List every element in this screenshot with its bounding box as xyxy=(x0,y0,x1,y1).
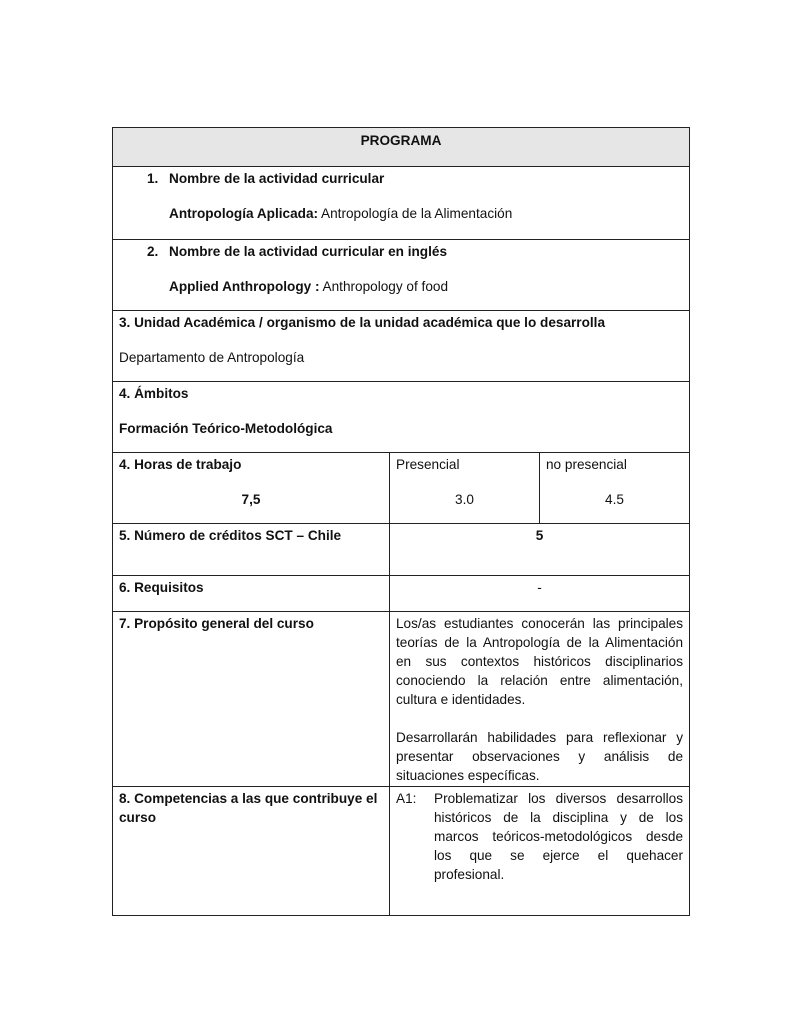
purpose-paragraph-2: Desarrollarán habilidades para reflexionar y presentar observaciones y análisis de situaciones específicas. xyxy=(396,730,684,783)
section-2-number: 2. xyxy=(147,244,159,259)
no-presencial-value: 4.5 xyxy=(605,492,624,507)
competencies-cell xyxy=(390,787,690,916)
section-1-name-bold: Antropología Aplicada: xyxy=(169,206,319,221)
presencial-cell xyxy=(390,453,540,524)
requisites-label: 6. Requisitos xyxy=(113,576,390,612)
section-2-row xyxy=(113,240,690,311)
credits-label: 5. Número de créditos SCT – Chile xyxy=(113,524,390,576)
no-presencial-cell xyxy=(540,453,690,524)
section-1-heading: Nombre de la actividad curricular xyxy=(169,171,385,186)
purpose-cell xyxy=(390,612,690,787)
section-3 xyxy=(113,311,690,382)
program-table xyxy=(112,127,690,916)
section-1 xyxy=(113,167,690,240)
section-1-number: 1. xyxy=(147,171,159,186)
section-4 xyxy=(113,382,690,453)
section-3-row xyxy=(113,311,690,382)
hours-row xyxy=(113,453,690,524)
section-2-name-rest: Anthropology of food xyxy=(319,279,448,294)
section-1-name-rest: Antropología de la Alimentación xyxy=(318,206,513,221)
requisites-value: - xyxy=(390,576,690,612)
hours-total: 7,5 xyxy=(241,492,261,507)
section-3-value: Departamento de Antropología xyxy=(119,350,305,365)
competency-text: Problematizar los diversos desarrollos históricos de la disciplina y de los marcos teóricos-metodológicos desde los que se ejerce el quehacer profesional. xyxy=(434,791,684,882)
presencial-label: Presencial xyxy=(396,457,460,472)
presencial-value: 3.0 xyxy=(455,492,474,507)
purpose-row xyxy=(113,612,690,787)
section-4-row xyxy=(113,382,690,453)
program-title: PROGRAMA xyxy=(113,128,690,167)
credits-row xyxy=(113,524,690,576)
requisites-row xyxy=(113,576,690,612)
credits-value: 5 xyxy=(390,524,690,576)
section-1-row xyxy=(113,167,690,240)
no-presencial-label: no presencial xyxy=(546,457,627,472)
section-2-name-bold: Applied Anthropology : xyxy=(169,279,320,294)
section-3-heading: 3. Unidad Académica / organismo de la unidad académica que lo desarrolla xyxy=(119,315,606,330)
competencies-label: 8. Competencias a las que contribuye el curso xyxy=(113,787,390,916)
competency-code: A1: xyxy=(396,791,417,806)
purpose-label: 7. Propósito general del curso xyxy=(113,612,390,787)
section-2-heading: Nombre de la actividad curricular en inglés xyxy=(169,244,448,259)
competencies-row xyxy=(113,787,690,916)
hours-label: 4. Horas de trabajo xyxy=(119,457,242,472)
header-row xyxy=(113,128,690,167)
section-4-value: Formación Teórico-Metodológica xyxy=(119,421,333,436)
purpose-paragraph-1: Los/as estudiantes conocerán las principales teorías de la Antropología de la Alimentación en sus contextos históricos disciplinarios conociendo la relación entre alimentación, cultura e identidades. xyxy=(396,616,684,707)
program-document xyxy=(112,127,689,916)
hours-cell xyxy=(113,453,390,524)
section-4-heading: 4. Ámbitos xyxy=(119,386,189,401)
section-2 xyxy=(113,240,690,311)
